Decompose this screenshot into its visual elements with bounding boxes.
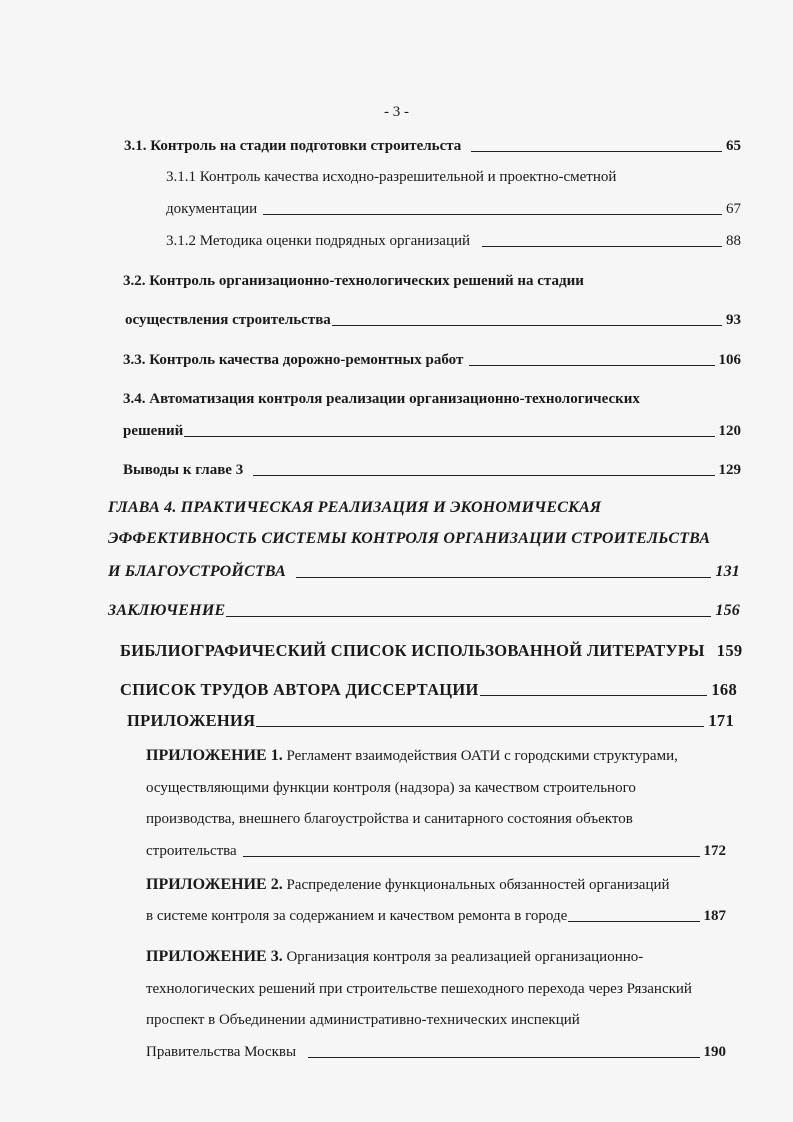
toc-entry-3-2-line1: 3.2. Контроль организационно-технологических решений на стадии bbox=[123, 273, 584, 289]
toc-entry-chapter4[interactable] bbox=[108, 562, 740, 581]
app3-label: ПРИЛОЖЕНИЕ 3. bbox=[146, 948, 283, 965]
dot-leader bbox=[471, 150, 722, 152]
dot-leader bbox=[480, 694, 708, 696]
toc-entry-page: 106 bbox=[718, 352, 741, 368]
toc-app2-line1 bbox=[146, 876, 670, 894]
toc-entry-conclusion[interactable] bbox=[108, 601, 740, 620]
toc-entry-title: И БЛАГОУСТРОЙСТВА bbox=[108, 563, 287, 580]
toc-entry-title: строительства bbox=[146, 843, 237, 859]
toc-app1-line3: производства, внешнего благоустройства и санитарного состояния объектов bbox=[146, 811, 633, 827]
toc-entry-title: Правительства Москвы bbox=[146, 1044, 297, 1060]
dot-leader bbox=[308, 1056, 699, 1058]
toc-entry-app1[interactable] bbox=[146, 842, 726, 860]
dot-leader bbox=[256, 725, 704, 727]
dot-leader bbox=[482, 245, 722, 247]
toc-entry-page: 187 bbox=[703, 908, 726, 924]
dot-leader bbox=[184, 435, 714, 437]
toc-entry-title: ЗАКЛЮЧЕНИЕ bbox=[108, 602, 226, 619]
dot-leader bbox=[263, 213, 722, 215]
toc-entry-title: 3.3. Контроль качества дорожно-ремонтных работ bbox=[123, 352, 464, 368]
toc-entry-page: 131 bbox=[715, 563, 740, 580]
toc-entry-author-works[interactable] bbox=[120, 680, 737, 699]
toc-entry-page: 171 bbox=[708, 711, 734, 730]
app1-label: ПРИЛОЖЕНИЕ 1. bbox=[146, 747, 283, 764]
dot-leader bbox=[243, 855, 700, 857]
toc-entry-page: 190 bbox=[703, 1044, 726, 1060]
app2-text: Распределение функциональных обязанностей организаций bbox=[286, 877, 670, 893]
toc-entry-page: 65 bbox=[726, 138, 741, 154]
toc-entry-3-4-line1: 3.4. Автоматизация контроля реализации организационно-технологических bbox=[123, 391, 640, 407]
toc-app1-line2: осуществляющими функции контроля (надзора) за качеством строительного bbox=[146, 780, 636, 796]
toc-app3-line1 bbox=[146, 948, 643, 966]
toc-entry-title: Выводы к главе 3 bbox=[123, 462, 244, 478]
toc-entry-app3[interactable] bbox=[146, 1043, 726, 1061]
toc-entry-conclusions-ch3[interactable] bbox=[123, 461, 741, 479]
toc-entry-3-1-1[interactable] bbox=[166, 200, 741, 218]
toc-entry-title: 3.1.2 Методика оценки подрядных организаций bbox=[166, 233, 471, 249]
toc-entry-page: 159 bbox=[716, 641, 743, 660]
toc-entry-page: 156 bbox=[715, 602, 740, 619]
toc-entry-title: в системе контроля за содержанием и качеством ремонта в городе bbox=[146, 908, 568, 924]
toc-app3-line2: технологических решений при строительстве пешеходного перехода через Рязанский bbox=[146, 981, 692, 997]
toc-entry-3-1[interactable] bbox=[124, 137, 741, 155]
dot-leader bbox=[469, 364, 714, 366]
toc-entry-page: 120 bbox=[718, 423, 741, 439]
toc-entry-title: 3.1. Контроль на стадии подготовки строительста bbox=[124, 138, 462, 154]
toc-entry-3-1-2[interactable] bbox=[166, 232, 741, 250]
dot-leader bbox=[226, 615, 711, 617]
app1-text: Регламент взаимодействия ОАТИ с городскими структурами, bbox=[286, 748, 678, 764]
dot-leader bbox=[253, 474, 714, 476]
toc-entry-3-4[interactable] bbox=[123, 422, 741, 440]
dot-leader bbox=[332, 324, 722, 326]
dot-leader bbox=[296, 576, 711, 578]
toc-entry-appendices[interactable] bbox=[127, 711, 734, 730]
toc-entry-page: 67 bbox=[726, 201, 741, 217]
toc-entry-title: ПРИЛОЖЕНИЯ bbox=[127, 711, 256, 730]
toc-app1-line1 bbox=[146, 747, 678, 765]
app2-label: ПРИЛОЖЕНИЕ 2. bbox=[146, 876, 283, 893]
toc-entry-title: осуществления строительства bbox=[125, 312, 331, 328]
page-number: - 3 - bbox=[384, 104, 409, 120]
toc-entry-3-3[interactable] bbox=[123, 351, 741, 369]
toc-entry-title: СПИСОК ТРУДОВ АВТОРА ДИССЕРТАЦИИ bbox=[120, 680, 479, 699]
toc-entry-page: 168 bbox=[711, 680, 737, 699]
toc-entry-page: 88 bbox=[726, 233, 741, 249]
app3-text: Организация контроля за реализацией организационно- bbox=[286, 949, 644, 965]
toc-entry-title: решений bbox=[123, 423, 184, 439]
toc-chapter4-line2: ЭФФЕКТИВНОСТЬ СИСТЕМЫ КОНТРОЛЯ ОРГАНИЗАЦИИ СТРОИТЕЛЬСТВА bbox=[108, 530, 711, 547]
toc-entry-bibliography[interactable] bbox=[120, 641, 743, 660]
toc-entry-title: БИБЛИОГРАФИЧЕСКИЙ СПИСОК ИСПОЛЬЗОВАННОЙ ЛИТЕРАТУРЫ bbox=[120, 641, 705, 660]
toc-entry-title: документации bbox=[166, 201, 258, 217]
toc-entry-page: 172 bbox=[703, 843, 726, 859]
toc-entry-app2[interactable] bbox=[146, 907, 726, 925]
toc-chapter4-line1: ГЛАВА 4. ПРАКТИЧЕСКАЯ РЕАЛИЗАЦИЯ И ЭКОНОМИЧЕСКАЯ bbox=[108, 499, 602, 516]
toc-entry-page: 129 bbox=[718, 462, 741, 478]
dot-leader bbox=[568, 920, 699, 922]
toc-entry-3-2[interactable] bbox=[125, 311, 741, 329]
toc-entry-page: 93 bbox=[726, 312, 741, 328]
toc-app3-line3: проспект в Объединении административно-технических инспекций bbox=[146, 1012, 580, 1028]
toc-entry-3-1-1-line1: 3.1.1 Контроль качества исходно-разрешительной и проектно-сметной bbox=[166, 169, 617, 185]
